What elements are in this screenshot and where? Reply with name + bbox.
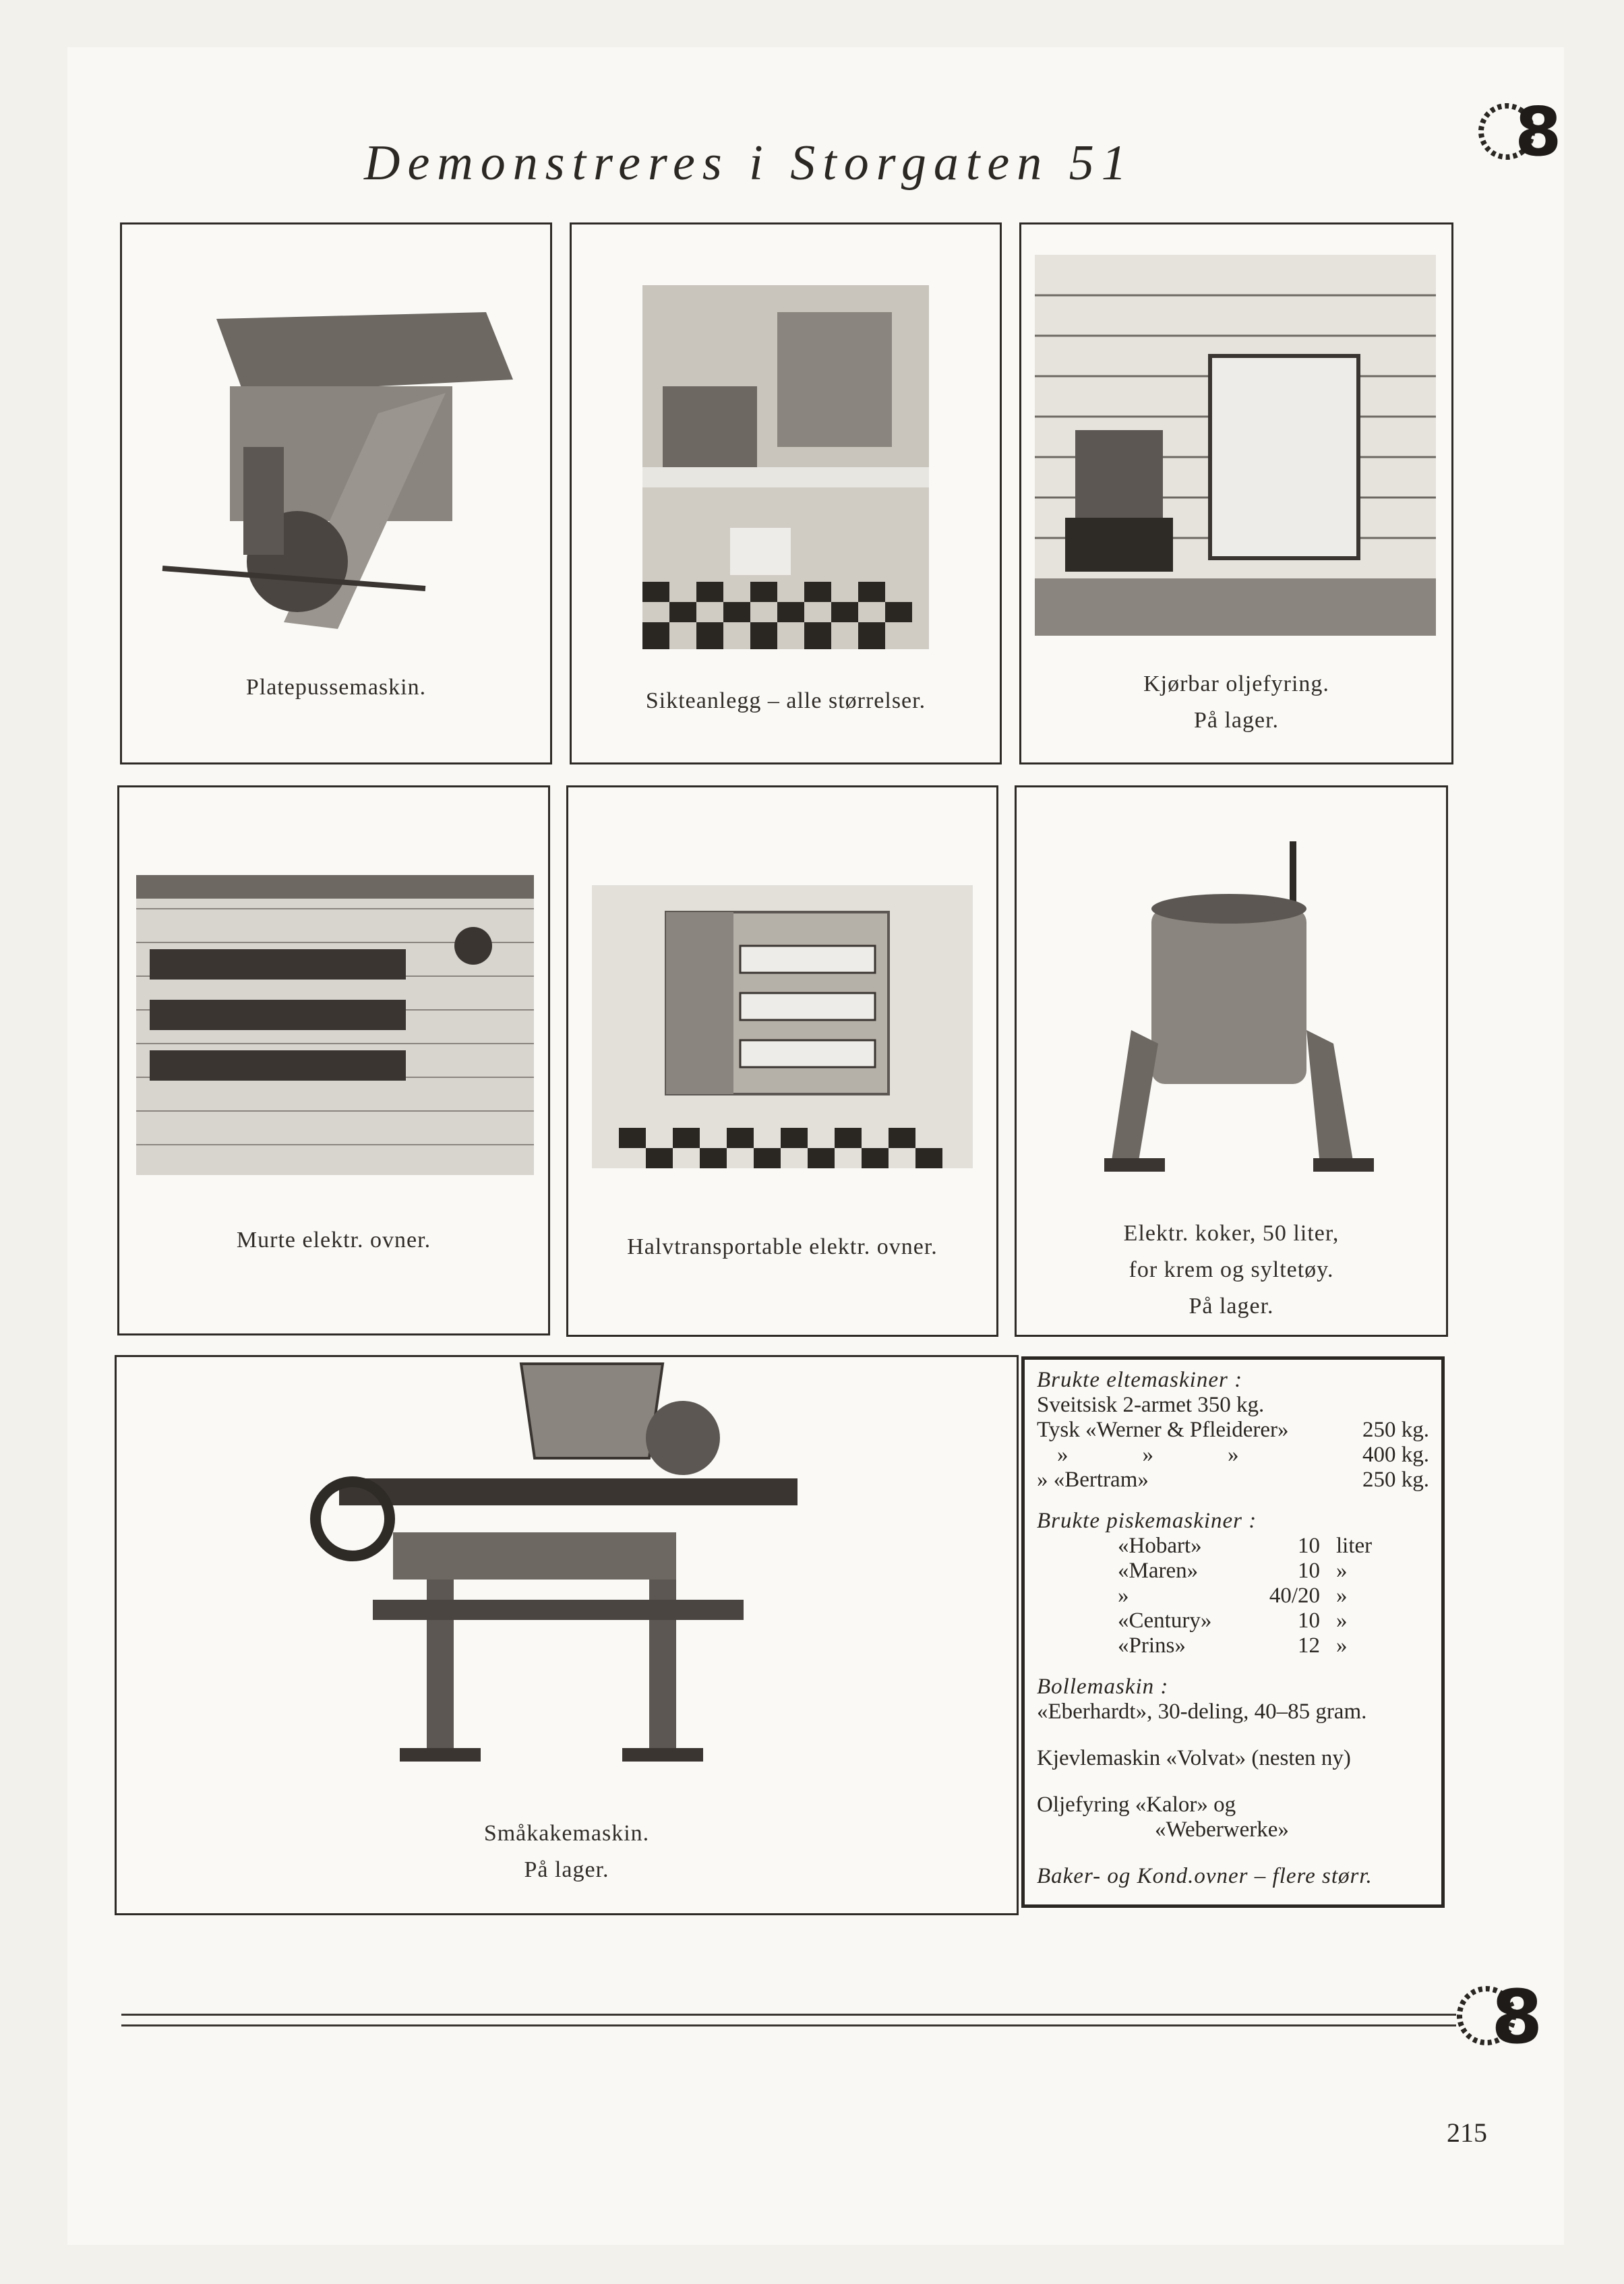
oil-burner-photo xyxy=(1035,255,1436,636)
list-item: » » » 400 kg. xyxy=(1057,1443,1429,1467)
page-title: Demonstreres i Storgaten 51 xyxy=(364,136,1134,191)
list-item: «Prins» 12 » xyxy=(1118,1633,1348,1658)
panel-murte-ovner xyxy=(117,785,550,1335)
panel-platepussemaskin xyxy=(120,222,552,764)
gear-logo-icon xyxy=(1449,1969,1544,2063)
section-heading: Brukte eltemaskiner : xyxy=(1037,1368,1243,1392)
list-item: «Eberhardt», 30-deling, 40–85 gram. xyxy=(1037,1700,1367,1724)
list-item: » 40/20 » xyxy=(1118,1584,1348,1608)
panel-elektr-koker xyxy=(1015,785,1448,1337)
panel-oljefyring xyxy=(1019,222,1453,764)
section-heading: Brukte piskemaskiner : xyxy=(1037,1509,1257,1533)
caption: Elektr. koker, 50 liter, for krem og syltetøy. På lager. xyxy=(1123,1221,1340,1319)
built-oven-photo xyxy=(136,875,534,1175)
list-item: «Maren» 10 » xyxy=(1118,1559,1348,1583)
svg-text:8: 8 xyxy=(1515,92,1561,171)
page-number: 215 xyxy=(1447,2117,1487,2148)
list-item: Kjevlemaskin «Volvat» (nesten ny) xyxy=(1037,1746,1351,1770)
caption: Murte elektr. ovner. xyxy=(236,1228,431,1253)
caption: Platepussemaskin. xyxy=(245,675,427,700)
cookie-machine-photo xyxy=(272,1357,851,1795)
machine-photo xyxy=(136,278,530,642)
list-item: Sveitsisk 2-armet 350 kg. xyxy=(1037,1393,1265,1417)
divider xyxy=(121,2024,1456,2026)
caption: Småkakemaskin. På lager. xyxy=(483,1821,650,1882)
kettle-photo xyxy=(1091,841,1374,1219)
sieve-photo xyxy=(642,285,929,649)
svg-text:8: 8 xyxy=(1491,1974,1543,2060)
caption: Sikteanlegg – alle størrelser. xyxy=(645,688,926,713)
panel-sikteanlegg xyxy=(570,222,1002,764)
section-heading: Bollemaskin : xyxy=(1037,1675,1169,1699)
list-item: «Century» 10 » xyxy=(1118,1609,1348,1633)
list-item: «Weberwerke» xyxy=(1155,1817,1289,1842)
list-item: » «Bertram» 250 kg. xyxy=(1037,1468,1429,1492)
list-item: Baker- og Kond.ovner – flere størr. xyxy=(1037,1864,1373,1888)
used-machines-list xyxy=(1021,1356,1445,1908)
gear-logo-icon xyxy=(1473,88,1561,175)
list-item: Oljefyring «Kalor» og xyxy=(1037,1793,1236,1817)
divider xyxy=(121,2014,1456,2016)
oven-photo xyxy=(592,885,973,1168)
list-item: Tysk «Werner & Pfleiderer» 250 kg. xyxy=(1037,1418,1429,1442)
list-item: «Hobart» 10 liter xyxy=(1118,1534,1373,1558)
caption: Halvtransportable elektr. ovner. xyxy=(627,1234,938,1259)
panel-halvtransportable-ovner xyxy=(566,785,998,1337)
panel-smakakemaskin xyxy=(115,1355,1019,1915)
caption: Kjørbar oljefyring. På lager. xyxy=(1143,671,1329,733)
